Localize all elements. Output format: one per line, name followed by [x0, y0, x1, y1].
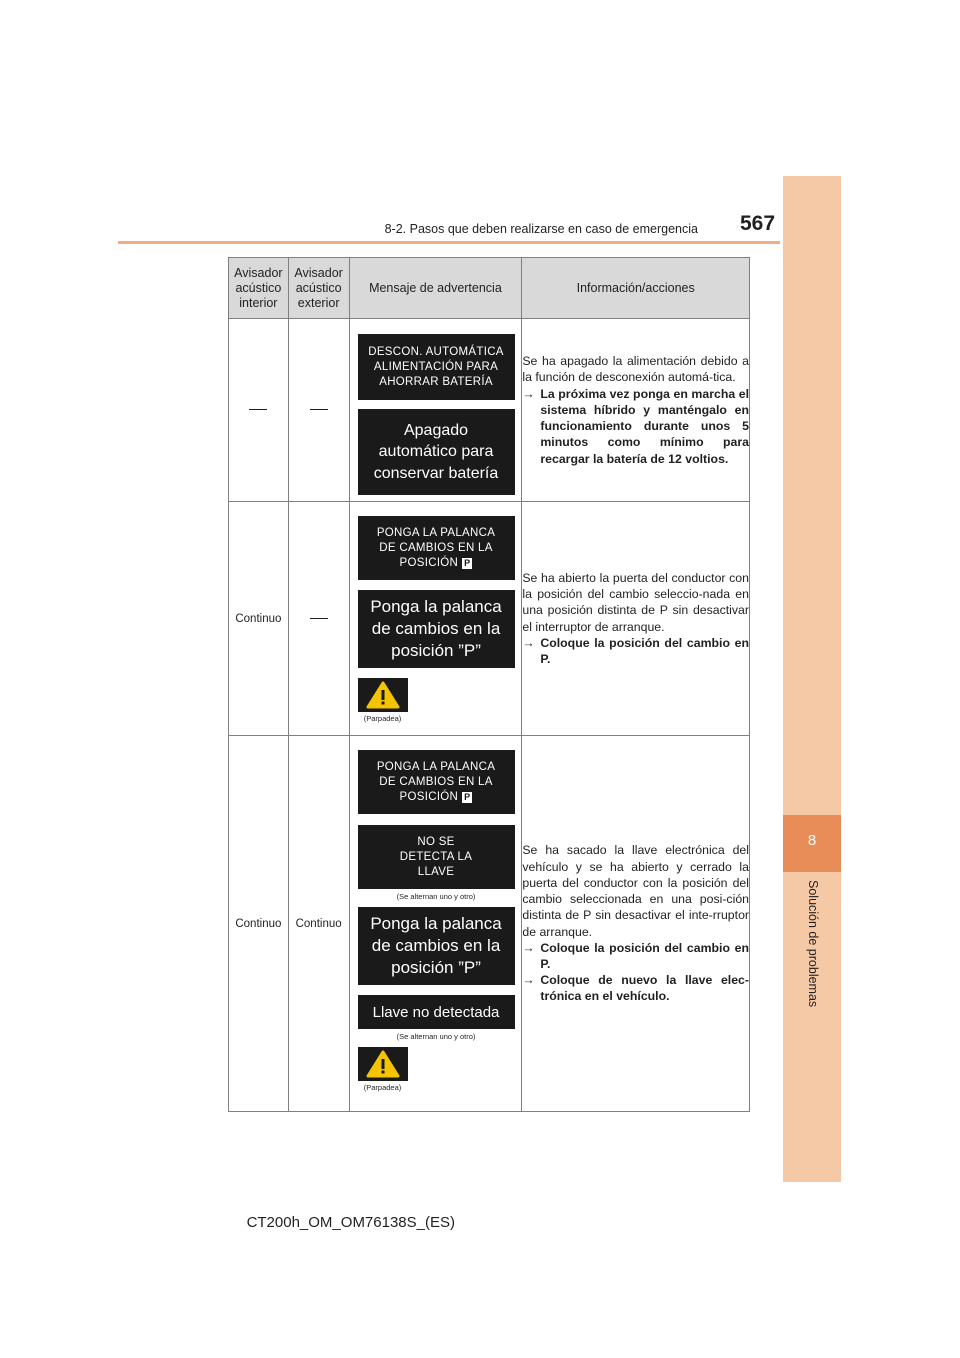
exterior-buzzer-cell	[288, 502, 349, 736]
info-text: Se ha apagado la alimentación debido a la función de desconexión automá-tica.	[522, 354, 749, 385]
page-number: 567	[740, 212, 776, 235]
header-info-actions: Información/acciones	[522, 258, 750, 319]
arrow-icon: →	[522, 940, 535, 955]
info-actions-cell	[522, 502, 750, 736]
chapter-label: Solución de problemas	[806, 880, 820, 1008]
table-row	[229, 319, 750, 502]
warning-message-cell	[349, 502, 522, 736]
display-key-lower: Llave no detectada	[358, 995, 515, 1029]
dash	[310, 618, 328, 619]
header-divider	[118, 241, 780, 244]
gear-p-badge: P	[464, 557, 471, 568]
interior-buzzer-cell	[229, 319, 289, 502]
table-row	[229, 502, 750, 736]
blink-caption: (Parpadea)	[363, 714, 402, 723]
action-item: → Coloque de nuevo la llave elec-trónica en el vehículo.	[522, 973, 749, 1004]
action-item: → Coloque la posición del cambio en P.	[522, 635, 749, 666]
table-header-row	[229, 258, 750, 319]
action-item: → La próxima vez ponga en marcha el sistema híbrido y manténgalo en funcionamiento durante unos 5 minutos como mínimo para recargar la batería de 12 voltios.	[522, 386, 749, 466]
display-line: PONGA LA PALANCA DE CAMBIOS EN LA POSICIÓN P	[376, 760, 496, 803]
alternate-caption: (Se alternan uno y otro)	[396, 1032, 476, 1041]
warning-message-cell	[349, 319, 522, 502]
display-message-lower: Ponga la palanca de cambios en la posición ”P”	[358, 590, 515, 668]
chapter-number: 8	[783, 815, 841, 872]
alternate-caption: (Se alternan uno y otro)	[396, 892, 476, 901]
master-warning-box	[358, 1047, 408, 1081]
info-text: Se ha abierto la puerta del conductor con la posición del cambio seleccio-nada en una posición distinta de P sin desactivar el interruptor de arranque.	[522, 570, 749, 634]
master-warning-box	[358, 678, 408, 712]
display-message-lower: Apagado automático para conservar batería	[358, 409, 515, 495]
chapter-side-tab	[783, 176, 841, 1182]
display-message-upper	[358, 516, 515, 580]
info-actions-cell	[522, 736, 750, 1112]
table-row	[229, 736, 750, 1112]
display-message-upper	[358, 750, 515, 814]
info-actions-cell	[522, 319, 750, 502]
header-exterior-buzzer: Avisador acústico exterior	[288, 258, 349, 319]
blink-caption: (Parpadea)	[363, 1083, 402, 1092]
interior-buzzer-cell: Continuo	[229, 736, 289, 1112]
display-line: PONGA LA PALANCA DE CAMBIOS EN LA POSICIÓN P	[376, 526, 496, 569]
exterior-buzzer-cell	[288, 319, 349, 502]
warning-triangle-icon	[366, 681, 400, 709]
info-text: Se ha sacado la llave electrónica del vehículo y se ha abierto y cerrado la puerta del conductor con la posición del cambio seleccionada en una posi-ción distinta de P sin desactivar el inte-rruptor de arranque.	[522, 843, 749, 939]
warning-triangle-icon	[366, 1050, 400, 1078]
arrow-icon: →	[522, 973, 535, 988]
arrow-icon: →	[522, 386, 535, 401]
dash	[310, 409, 328, 410]
dash	[249, 409, 267, 410]
arrow-icon: →	[522, 635, 535, 650]
action-item: → Coloque la posición del cambio en P.	[522, 940, 749, 971]
section-title: 8-2. Pasos que deben realizarse en caso de emergencia	[384, 222, 698, 236]
display-key-upper: NO SE DETECTA LA LLAVE	[358, 825, 515, 889]
gear-p-badge: P	[464, 791, 471, 802]
warning-message-cell	[349, 736, 522, 1112]
header-interior-buzzer: Avisador acústico interior	[229, 258, 289, 319]
display-message-upper: DESCON. AUTOMÁTICA ALIMENTACIÓN PARA AHORRAR BATERÍA	[358, 334, 515, 400]
warning-table	[228, 257, 750, 1112]
exterior-buzzer-cell: Continuo	[288, 736, 349, 1112]
interior-buzzer-cell: Continuo	[229, 502, 289, 736]
header-warning-message: Mensaje de advertencia	[349, 258, 522, 319]
display-message-lower: Ponga la palanca de cambios en la posición ”P”	[358, 907, 515, 985]
document-code: CT200h_OM_OM76138S_(ES)	[246, 1214, 455, 1231]
